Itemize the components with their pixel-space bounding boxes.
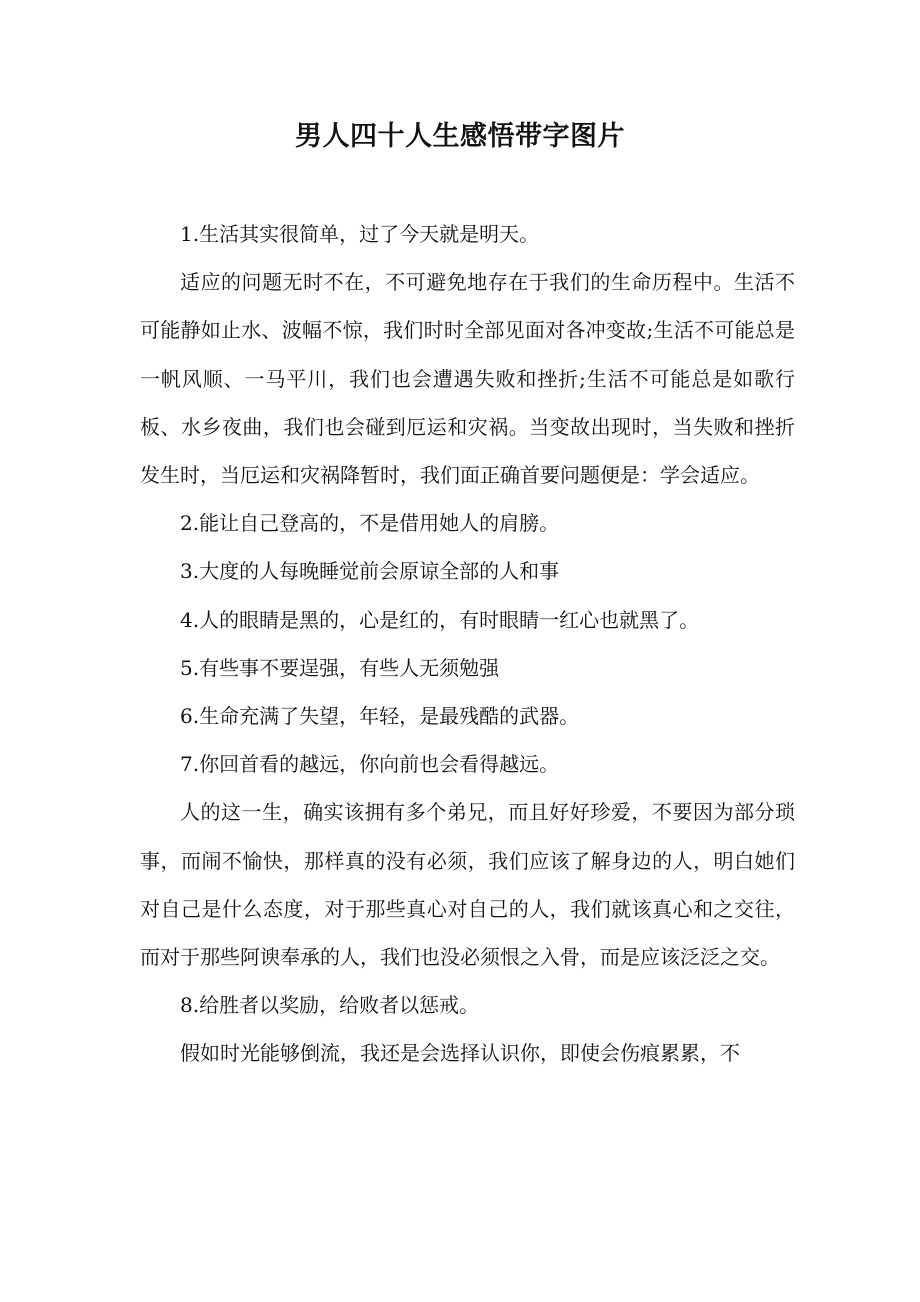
paragraph-3: 2.能让自己登高的，不是借用她人的肩膀。	[180, 511, 560, 536]
paragraph-4: 3.大度的人每晚睡觉前会原谅全部的人和事	[180, 559, 560, 584]
paragraph-8: 7.你回首看的越远，你向前也会看得越远。	[180, 752, 560, 777]
paragraph-1: 1.生活其实很简单，过了今天就是明天。	[180, 222, 540, 246]
paragraph-7: 6.生命充满了失望，年轻，是最残酷的武器。	[180, 704, 580, 729]
paragraph-9: 人的这一生，确实该拥有多个弟兄，而且好好珍爱，不要因为部分琐事，而闹不愉快，那样真的没有必须，我们应该了解身边的人，明白她们对自己是什么态度，对于那些真心对自己的人，我们就该真心和之交往，而对于那些阿谀奉承的人，我们也没必须恨之入骨，而是应该泛泛之交。	[140, 800, 795, 970]
document-title: 男人四十人生感悟带字图片	[295, 121, 625, 152]
paragraph-11: 假如时光能够倒流，我还是会选择认识你，即使会伤痕累累，不	[180, 1041, 740, 1066]
paragraph-10: 8.给胜者以奖励，给败者以惩戒。	[180, 993, 480, 1018]
paragraph-5: 4.人的眼睛是黑的，心是红的，有时眼睛一红心也就黑了。	[180, 607, 700, 632]
paragraph-6: 5.有些事不要逞强，有些人无须勉强	[180, 655, 500, 680]
paragraph-2: 适应的问题无时不在，不可避免地存在于我们的生命历程中。生活不可能静如止水、波幅不惊，我们时时全部见面对各冲变故;生活不可能总是一帆风顺、一马平川，我们也会遭遇失败和挫折;生活不可能总是如歌行板、水乡夜曲，我们也会碰到厄运和灾祸。当变故出现时，当失败和挫折发生时，当厄运和灾祸降暂时，我们面正确首要问题便是：学会适应。	[140, 270, 795, 488]
document-body	[140, 210, 795, 1078]
